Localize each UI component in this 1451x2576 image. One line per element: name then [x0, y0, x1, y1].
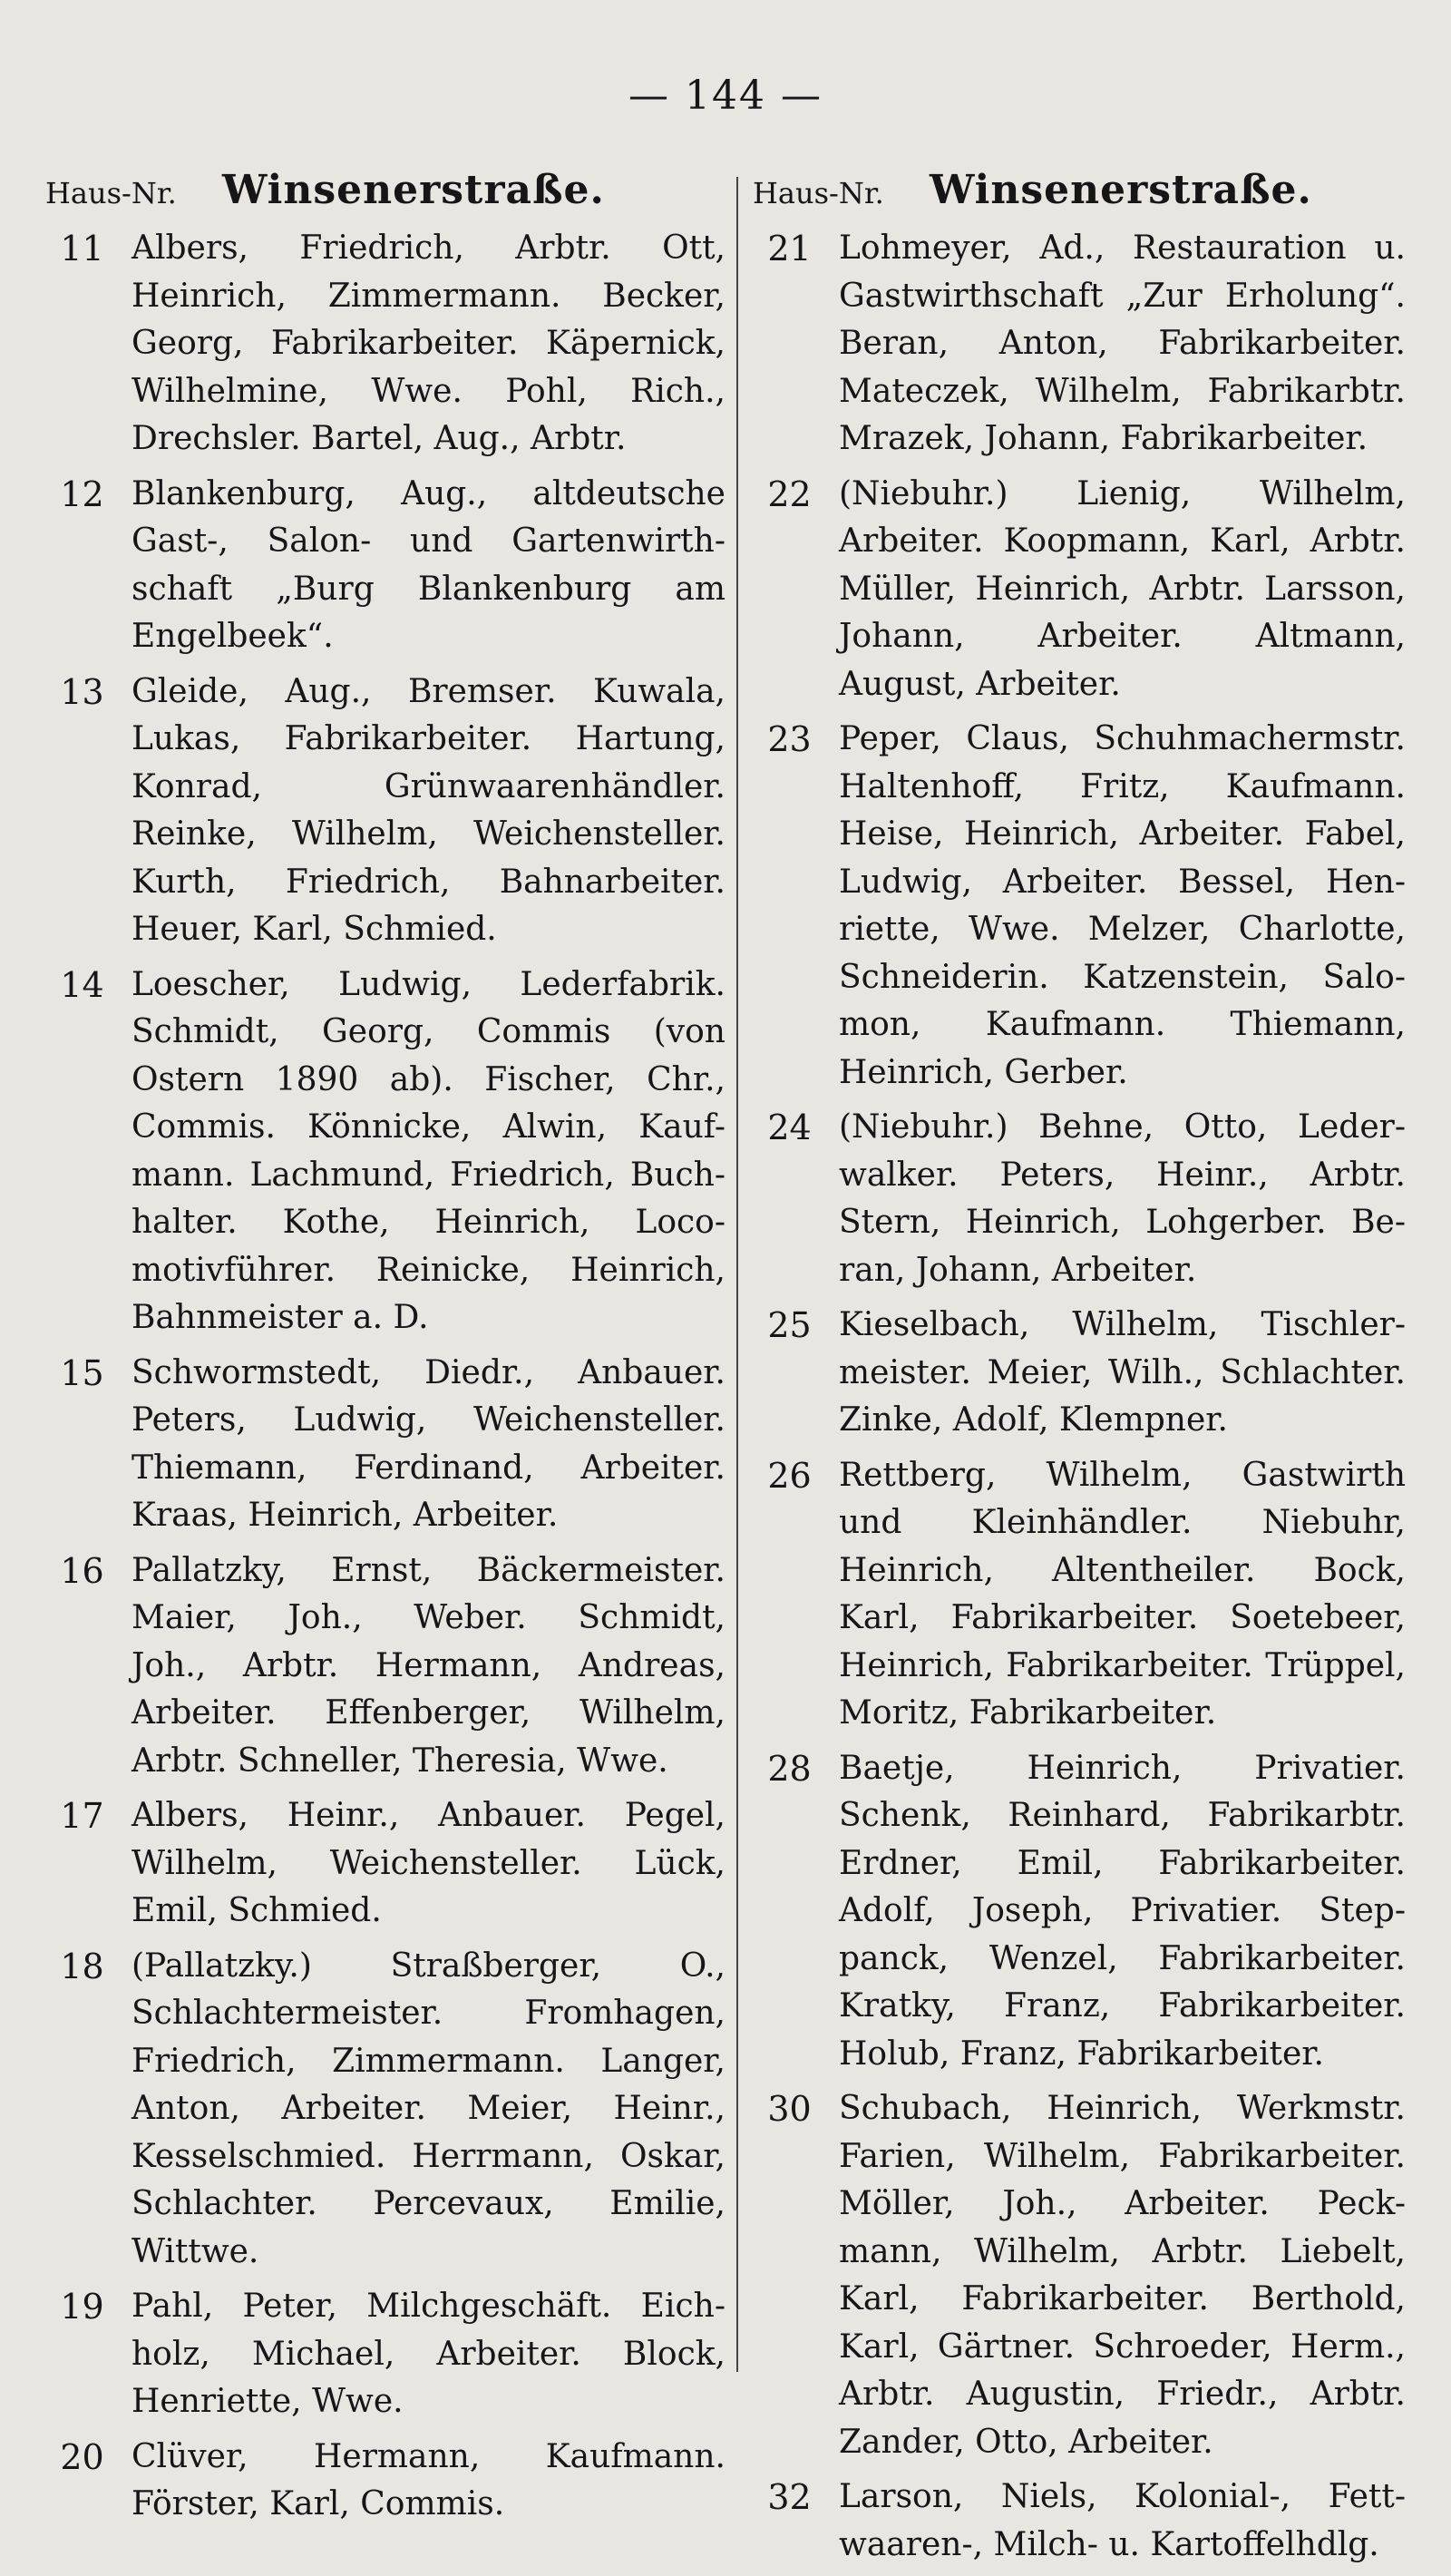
directory-entry — [45, 961, 726, 1342]
entry-line: Schneiderin. Katzenstein, Salo- — [839, 958, 1406, 996]
entry-line: mon, Kaufmann. Thiemann, — [839, 1006, 1406, 1043]
directory-entry — [753, 1745, 1406, 2079]
entry-text — [839, 2085, 1406, 2466]
entry-line: Heinrich, Gerber. — [839, 1053, 1128, 1091]
directory-entry — [753, 716, 1406, 1097]
house-number: 19 — [60, 2287, 104, 2327]
house-number: 32 — [767, 2477, 812, 2517]
house-number: 11 — [60, 229, 104, 268]
house-number: 25 — [767, 1305, 812, 1345]
entry-line: Lohmeyer, Ad., Restauration u. — [839, 229, 1406, 267]
entry-line: Friedrich, Zimmermann. Langer, — [131, 2042, 726, 2080]
entry-line: Schwormstedt, Diedr., Anbauer. — [131, 1353, 726, 1391]
entry-line: Kesselschmied. Herrmann, Oskar, — [131, 2137, 726, 2175]
entry-text — [839, 716, 1406, 1097]
entry-line: Schlachtermeister. Fromhagen, — [131, 1995, 726, 2032]
entry-text — [131, 668, 726, 954]
entry-line: halter. Kothe, Heinrich, Loco- — [131, 1204, 726, 1241]
house-number: 28 — [767, 1748, 812, 1789]
directory-entry — [753, 225, 1406, 463]
entry-text — [131, 1792, 726, 1936]
entry-line: waaren-, Milch- u. Kartoffelhdlg. — [839, 2525, 1379, 2563]
directory-entry — [753, 2474, 1406, 2569]
entry-line: Beran, Anton, Fabrikarbeiter. — [839, 325, 1406, 362]
entry-text — [131, 961, 726, 1342]
entry-line: Loescher, Ludwig, Lederfabrik. — [131, 965, 726, 1003]
page-number: — 144 — — [628, 73, 823, 119]
entry-line: Farien, Wilhelm, Fabrikarbeiter. — [839, 2137, 1406, 2175]
entry-line: Schlachter. Percevaux, Emilie, — [131, 2185, 726, 2222]
house-number: 15 — [60, 1352, 104, 1393]
entry-line: Drechsler. Bartel, Aug., Arbtr. — [131, 420, 627, 457]
entry-line: schaft „Burg Blankenburg am — [131, 570, 726, 608]
entry-line: riette, Wwe. Melzer, Charlotte, — [839, 911, 1406, 948]
column-divider — [736, 177, 738, 2372]
entry-line: Thiemann, Ferdinand, Arbeiter. — [131, 1449, 726, 1487]
entry-line: Arbeiter. Effenberger, Wilhelm, — [131, 1694, 726, 1732]
entry-line: Engelbeek“. — [131, 618, 334, 655]
entry-line: Pallatzky, Ernst, Bäckermeister. — [131, 1551, 726, 1589]
entry-line: Gastwirthschaft „Zur Erholung“. — [839, 277, 1406, 315]
entry-line: Karl, Fabrikarbeiter. Soetebeer, — [839, 1599, 1406, 1636]
entry-line: Kieselbach, Wilhelm, Tischler- — [839, 1306, 1406, 1343]
entry-line: Lukas, Fabrikarbeiter. Hartung, — [131, 720, 726, 757]
entry-line: Pahl, Peter, Milchgeschäft. Eich- — [131, 2288, 726, 2325]
entry-text — [839, 1104, 1406, 1294]
directory-entry — [45, 1350, 726, 1540]
house-number: 17 — [60, 1796, 104, 1836]
entry-line: Erdner, Emil, Fabrikarbeiter. — [839, 1844, 1406, 1882]
house-number: 24 — [767, 1107, 812, 1147]
directory-entry — [753, 471, 1406, 709]
entry-line: Schmidt, Georg, Commis (von — [131, 1013, 726, 1050]
entry-line: ran, Johann, Arbeiter. — [839, 1251, 1197, 1289]
entry-list — [45, 225, 726, 2529]
entry-text — [131, 471, 726, 661]
house-number-heading: Haus-Nr. — [753, 176, 884, 210]
directory-entry — [45, 668, 726, 954]
entry-line: Kurth, Friedrich, Bahnarbeiter. — [131, 863, 726, 901]
entry-text — [131, 2283, 726, 2426]
directory-entry — [753, 2085, 1406, 2466]
entry-line: Georg, Fabrikarbeiter. Käpernick, — [131, 325, 726, 362]
directory-entry — [45, 1792, 726, 1936]
house-number: 20 — [60, 2436, 104, 2477]
entry-line: Bahnmeister a. D. — [131, 1299, 429, 1336]
entry-text — [839, 2474, 1406, 2569]
entry-line: Karl, Fabrikarbeiter. Berthold, — [839, 2280, 1406, 2317]
column-header — [45, 163, 726, 218]
entry-line: August, Arbeiter. — [839, 665, 1121, 703]
entry-line: Anton, Arbeiter. Meier, Heinr., — [131, 2090, 726, 2127]
entry-line: Albers, Friedrich, Arbtr. Ott, — [131, 229, 726, 267]
house-number: 26 — [767, 1455, 812, 1496]
entry-text — [131, 1547, 726, 1786]
entry-text — [131, 1943, 726, 2277]
entry-line: Karl, Gärtner. Schroeder, Herm., — [839, 2327, 1406, 2366]
house-number: 21 — [767, 229, 812, 268]
house-number: 12 — [60, 473, 104, 514]
entry-line: Heinrich, Fabrikarbeiter. Trüppel, — [839, 1646, 1406, 1684]
entry-text — [839, 1302, 1406, 1445]
entry-text — [131, 1350, 726, 1540]
entry-line: Mrazek, Johann, Fabrikarbeiter. — [839, 420, 1368, 457]
directory-entry — [753, 1302, 1406, 1445]
column-header — [753, 163, 1406, 218]
entry-line: (Pallatzky.) Straßberger, O., — [131, 1947, 726, 1985]
entry-text — [131, 2434, 726, 2529]
entry-line: Schenk, Reinhard, Fabrikarbtr. — [839, 1797, 1406, 1834]
house-number: 13 — [60, 671, 104, 712]
house-number: 14 — [60, 964, 104, 1005]
entry-line: Johann, Arbeiter. Altmann, — [839, 618, 1406, 655]
entry-line: Albers, Heinr., Anbauer. Pegel, — [131, 1797, 726, 1834]
directory-entry — [753, 1104, 1406, 1294]
entry-text — [839, 1745, 1406, 2079]
entry-line: Adolf, Joseph, Privatier. Step- — [839, 1892, 1406, 1929]
entry-line: Schubach, Heinrich, Werkmstr. — [839, 2090, 1406, 2127]
street-heading: Winsenerstraße. — [222, 167, 605, 213]
entry-line: Haltenhoff, Fritz, Kaufmann. — [839, 767, 1406, 805]
entry-line: Baetje, Heinrich, Privatier. — [839, 1749, 1406, 1787]
entry-line: Zinke, Adolf, Klempner. — [839, 1401, 1228, 1439]
house-number: 18 — [60, 1946, 104, 1986]
entry-line: Müller, Heinrich, Arbtr. Larsson, — [839, 570, 1406, 608]
entry-line: Wittwe. — [131, 2232, 259, 2270]
directory-entry — [45, 2283, 726, 2426]
entry-line: Rettberg, Wilhelm, Gastwirth — [839, 1456, 1406, 1494]
entry-line: Arbtr. Augustin, Friedr., Arbtr. — [839, 2376, 1406, 2413]
entry-line: Maier, Joh., Weber. Schmidt, — [131, 1599, 726, 1636]
entry-line: Larson, Niels, Kolonial-, Fett- — [839, 2478, 1406, 2515]
directory-entry — [753, 1452, 1406, 1738]
house-number-heading: Haus-Nr. — [45, 176, 177, 210]
entry-line: Peters, Ludwig, Weichensteller. — [131, 1401, 726, 1439]
entry-line: walker. Peters, Heinr., Arbtr. — [839, 1156, 1406, 1194]
entry-line: Heuer, Karl, Schmied. — [131, 911, 497, 948]
house-number: 22 — [767, 473, 812, 514]
entry-line: Ostern 1890 ab). Fischer, Chr., — [131, 1060, 726, 1098]
entry-line: mann. Lachmund, Friedrich, Buch- — [131, 1156, 726, 1194]
entry-line: Wilhelmine, Wwe. Pohl, Rich., — [131, 372, 726, 410]
entry-line: Heise, Heinrich, Arbeiter. Fabel, — [839, 815, 1406, 853]
entry-line: Peper, Claus, Schuhmachermstr. — [839, 720, 1406, 757]
entry-line: meister. Meier, Wilh., Schlachter. — [839, 1353, 1406, 1391]
entry-line: (Niebuhr.) Behne, Otto, Leder- — [839, 1108, 1406, 1146]
entry-line: mann, Wilhelm, Arbtr. Liebelt, — [839, 2232, 1406, 2270]
entry-line: Blankenburg, Aug., altdeutsche — [131, 474, 726, 512]
directory-entry — [45, 1943, 726, 2277]
house-number: 16 — [60, 1550, 104, 1591]
entry-list — [753, 225, 1406, 2569]
entry-line: Förster, Karl, Commis. — [131, 2485, 505, 2522]
entry-text — [131, 225, 726, 463]
entry-line: Holub, Franz, Fabrikarbeiter. — [839, 2034, 1324, 2073]
entry-line: holz, Michael, Arbeiter. Block, — [131, 2335, 726, 2373]
entry-text — [839, 1452, 1406, 1738]
entry-line: Commis. Könnicke, Alwin, Kauf- — [131, 1108, 726, 1146]
entry-line: Reinke, Wilhelm, Weichensteller. — [131, 815, 726, 853]
directory-entry — [45, 1547, 726, 1786]
entry-text — [839, 225, 1406, 463]
entry-line: Moritz, Fabrikarbeiter. — [839, 1694, 1217, 1732]
entry-text — [839, 471, 1406, 709]
left-column — [45, 163, 726, 2536]
entry-line: Zander, Otto, Arbeiter. — [839, 2423, 1213, 2461]
entry-line: Möller, Joh., Arbeiter. Peck- — [839, 2185, 1406, 2222]
house-number: 30 — [767, 2089, 812, 2129]
entry-line: und Kleinhändler. Niebuhr, — [839, 1504, 1406, 1541]
directory-entry — [45, 225, 726, 463]
entry-line: Heinrich, Zimmermann. Becker, — [131, 277, 726, 315]
entry-line: Kratky, Franz, Fabrikarbeiter. — [839, 1987, 1406, 2025]
entry-line: motivführer. Reinicke, Heinrich, — [131, 1251, 726, 1289]
entry-line: panck, Wenzel, Fabrikarbeiter. — [839, 1939, 1406, 1977]
entry-line: Henriette, Wwe. — [131, 2383, 404, 2420]
entry-line: Arbtr. Schneller, Theresia, Wwe. — [131, 1742, 668, 1780]
entry-line: Stern, Heinrich, Lohgerber. Be- — [839, 1204, 1406, 1241]
entry-line: Joh., Arbtr. Hermann, Andreas, — [131, 1646, 726, 1684]
directory-entry — [45, 471, 726, 661]
street-heading: Winsenerstraße. — [930, 167, 1312, 213]
directory-entry — [45, 2434, 726, 2529]
entry-line: Konrad, Grünwaarenhändler. — [131, 767, 726, 805]
entry-line: Gast-, Salon- und Gartenwirth- — [131, 522, 726, 560]
entry-line: Ludwig, Arbeiter. Bessel, Hen- — [839, 863, 1406, 901]
entry-line: Kraas, Heinrich, Arbeiter. — [131, 1497, 559, 1534]
entry-line: Heinrich, Altentheiler. Bock, — [839, 1551, 1406, 1589]
entry-line: Emil, Schmied. — [131, 1892, 382, 1929]
right-column — [753, 163, 1406, 2576]
entry-line: Arbeiter. Koopmann, Karl, Arbtr. — [839, 522, 1406, 560]
entry-line: Mateczek, Wilhelm, Fabrikarbtr. — [839, 372, 1406, 410]
entry-line: (Niebuhr.) Lienig, Wilhelm, — [839, 474, 1406, 512]
entry-line: Gleide, Aug., Bremser. Kuwala, — [131, 672, 726, 710]
house-number: 23 — [767, 719, 812, 759]
entry-line: Clüver, Hermann, Kaufmann. — [131, 2437, 726, 2475]
entry-line: Wilhelm, Weichensteller. Lück, — [131, 1844, 726, 1882]
